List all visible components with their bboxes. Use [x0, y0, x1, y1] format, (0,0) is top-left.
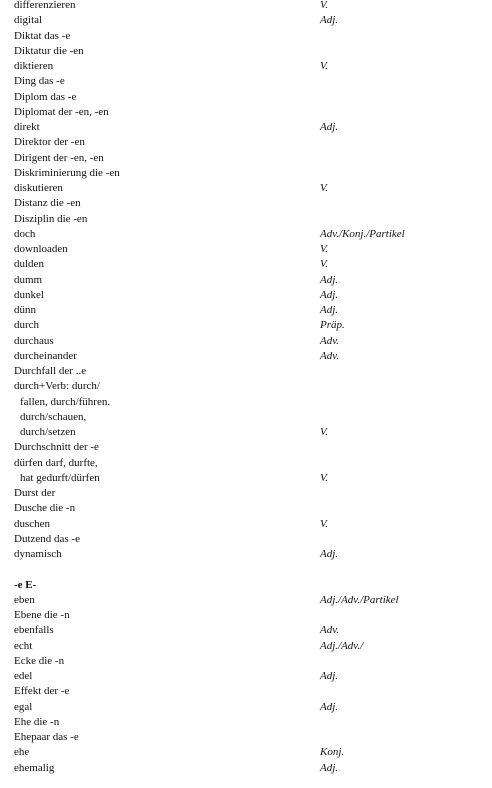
entry-word: direkt [14, 121, 40, 133]
entry-line [0, 196, 492, 211]
entry-word: ehemalig [14, 761, 55, 774]
entry-word: diskutieren [14, 182, 63, 194]
vocab-entry [0, 44, 492, 59]
entry-line [0, 364, 492, 379]
entry-word: Dutzend das -e [14, 532, 80, 545]
entry-line [0, 120, 492, 135]
entry-word: ebenfalls [14, 624, 54, 637]
entry-line [0, 623, 492, 638]
entry-line [0, 745, 492, 760]
vocab-entry [0, 227, 492, 242]
part-of-speech-label: Adj. [320, 548, 339, 560]
vocab-entry [0, 501, 492, 516]
entry-line [0, 501, 492, 516]
entry-word: durch/setzen [20, 426, 76, 438]
entry-word: downloaden [14, 243, 68, 255]
entry-line [0, 90, 492, 105]
entry-word: Diplomat der -en, -en [14, 105, 109, 118]
entry-word: fallen, durch/führen. [20, 395, 111, 408]
entry-word: Distanz die -en [14, 197, 81, 210]
vocab-entry [0, 120, 492, 135]
part-of-speech-label: Adv. [320, 349, 340, 362]
entry-line [0, 105, 492, 120]
entry-word: dumm [14, 273, 43, 286]
vocab-entry [0, 608, 492, 623]
entry-word: durch+Verb: durch/ [14, 380, 100, 393]
vocab-entry [0, 730, 492, 745]
section-heading: -e E- [14, 578, 37, 591]
entry-line [0, 715, 492, 730]
entry-line [0, 318, 492, 333]
entry-line [0, 639, 492, 654]
part-of-speech-label: Adv. [320, 624, 340, 637]
entry-line [0, 181, 492, 196]
entry-word: doch [14, 227, 36, 240]
entry-line [0, 471, 492, 486]
vocab-entry [0, 74, 492, 89]
entry-word: Diplom das -e [14, 90, 77, 103]
vocab-entry [0, 105, 492, 120]
vocab-entry [0, 532, 492, 547]
vocab-entry [0, 639, 492, 654]
part-of-speech-label: Adv. [320, 334, 340, 347]
entry-line [0, 0, 492, 13]
entry-word: Durchschnitt der -e [14, 441, 99, 454]
vocab-entry [0, 486, 492, 501]
vocab-entry [0, 547, 492, 562]
vocab-entry [0, 684, 492, 699]
vocab-entry [0, 745, 492, 760]
vocab-entry [0, 257, 492, 272]
entry-line [0, 29, 492, 44]
part-of-speech-label: Adj. [320, 121, 339, 133]
vocab-entry [0, 715, 492, 730]
vocab-entry [0, 517, 492, 532]
entry-word: Ebene die -n [14, 609, 70, 621]
entry-word: digital [14, 14, 43, 27]
entry-line [0, 349, 492, 364]
vocab-entry [0, 273, 492, 288]
part-of-speech-label: Adj. [320, 273, 339, 286]
entry-word: hat gedurft/dürfen [20, 471, 100, 484]
entry-line [0, 730, 492, 745]
entry-word: Dusche die -n [14, 502, 76, 515]
vocab-entry [0, 288, 492, 303]
entry-word: Dirigent der -en, -en [14, 151, 104, 164]
entry-line [0, 700, 492, 715]
vocab-entry [0, 135, 492, 150]
entry-line [0, 44, 492, 59]
vocab-entry [0, 59, 492, 74]
entry-word: Durchfall der ..e [14, 365, 87, 377]
vocab-entry [0, 669, 492, 684]
vocab-entry [0, 166, 492, 181]
entry-word: edel [14, 670, 33, 682]
vocab-entry [0, 0, 492, 13]
entry-word: durcheinander [14, 349, 77, 362]
entry-word: durch/schauen, [20, 410, 87, 423]
entry-line [0, 59, 492, 74]
entry-word: Effekt der -e [14, 685, 70, 698]
vocab-entry [0, 440, 492, 455]
entry-word: Ecke die -n [14, 654, 65, 667]
entry-line [0, 395, 492, 410]
entry-word: dürfen darf, durfte, [14, 456, 98, 469]
part-of-speech-label: V. [320, 182, 329, 194]
entry-word: egal [14, 700, 33, 713]
part-of-speech-label: Adj. [320, 288, 339, 301]
vocab-entry [0, 196, 492, 211]
part-of-speech-label: Adj. [320, 700, 339, 713]
entry-line [0, 410, 492, 425]
entry-word: echt [14, 639, 33, 652]
part-of-speech-label: Adj. [320, 670, 339, 682]
entry-line [0, 288, 492, 303]
entry-line [0, 334, 492, 349]
vocab-entry [0, 593, 492, 608]
part-of-speech-label: V. [320, 258, 329, 271]
part-of-speech-label: V. [320, 426, 329, 438]
vocab-entry [0, 318, 492, 333]
vocab-entry [0, 29, 492, 44]
entry-line [0, 593, 492, 608]
entry-line [0, 151, 492, 166]
entry-line [0, 517, 492, 532]
vocab-entry [0, 456, 492, 487]
part-of-speech-label: Adj. [320, 14, 339, 27]
vocab-entry [0, 242, 492, 257]
entry-word: Ding das -e [14, 75, 65, 88]
entry-line [0, 532, 492, 547]
entry-line [0, 212, 492, 227]
vocab-entry [0, 654, 492, 669]
vocab-entry [0, 334, 492, 349]
vocab-entry [0, 761, 492, 776]
entry-word: duschen [14, 517, 51, 530]
entry-line [0, 135, 492, 150]
entry-word: diktieren [14, 60, 54, 72]
entry-line [0, 227, 492, 242]
entry-word: Durst der [14, 487, 56, 499]
entry-word: Direktor der -en [14, 136, 85, 149]
entry-line [0, 608, 492, 623]
entry-line [0, 257, 492, 272]
entry-line [0, 456, 492, 471]
entry-word: Diktatur die -en [14, 44, 84, 57]
part-of-speech-label: V. [320, 0, 329, 11]
vocab-entry [0, 303, 492, 318]
vocab-entry [0, 13, 492, 28]
entry-word: durch [14, 319, 40, 332]
part-of-speech-label: Präp. [320, 319, 345, 332]
vocab-entry [0, 700, 492, 715]
part-of-speech-label: V. [320, 60, 329, 72]
part-of-speech-label: Adv./Konj./Partikel [320, 227, 405, 240]
vocab-entry [0, 151, 492, 166]
entry-line [0, 684, 492, 699]
part-of-speech-label: Adj. [320, 761, 339, 774]
vocab-entry [0, 181, 492, 196]
entry-word: Disziplin die -en [14, 212, 88, 225]
entry-line [0, 486, 492, 501]
entry-line [0, 74, 492, 89]
entry-line [0, 242, 492, 257]
vocab-entry [0, 90, 492, 105]
entry-line [0, 379, 492, 394]
entry-line [0, 13, 492, 28]
part-of-speech-label: V. [320, 243, 329, 255]
part-of-speech-label: V. [320, 517, 329, 530]
entry-line [0, 425, 492, 440]
part-of-speech-label: V. [320, 471, 329, 484]
entry-word: eben [14, 593, 35, 606]
entry-word: dünn [14, 304, 36, 316]
entry-line [0, 166, 492, 181]
vocab-entry [0, 379, 492, 440]
entry-word: Diskriminierung die -en [14, 166, 120, 179]
entry-line [0, 669, 492, 684]
part-of-speech-label: Konj. [320, 746, 345, 759]
entry-word: Ehe die -n [14, 715, 60, 728]
vocab-entry [0, 623, 492, 638]
entry-line [0, 440, 492, 455]
entry-word: differenzieren [14, 0, 76, 11]
entry-word: ehe [14, 746, 30, 759]
vocab-entry [0, 364, 492, 379]
entry-word: dynamisch [14, 548, 62, 560]
entry-line [0, 761, 492, 776]
entry-word: Diktat das -e [14, 29, 71, 42]
entry-line [0, 273, 492, 288]
part-of-speech-label: Adj./Adv./Partikel [320, 593, 399, 606]
entry-line [0, 547, 492, 562]
part-of-speech-label: Adj./Adv./ [320, 639, 364, 652]
entry-word: dulden [14, 258, 44, 271]
entry-word: durchaus [14, 334, 54, 347]
entry-line [0, 654, 492, 669]
vocab-entry [0, 212, 492, 227]
entry-word: Ehepaar das -e [14, 731, 79, 743]
vocabulary-section [0, 578, 492, 776]
entry-line [0, 303, 492, 318]
vocab-entry [0, 349, 492, 364]
entry-word: dunkel [14, 288, 44, 301]
part-of-speech-label: Adj. [320, 304, 339, 316]
